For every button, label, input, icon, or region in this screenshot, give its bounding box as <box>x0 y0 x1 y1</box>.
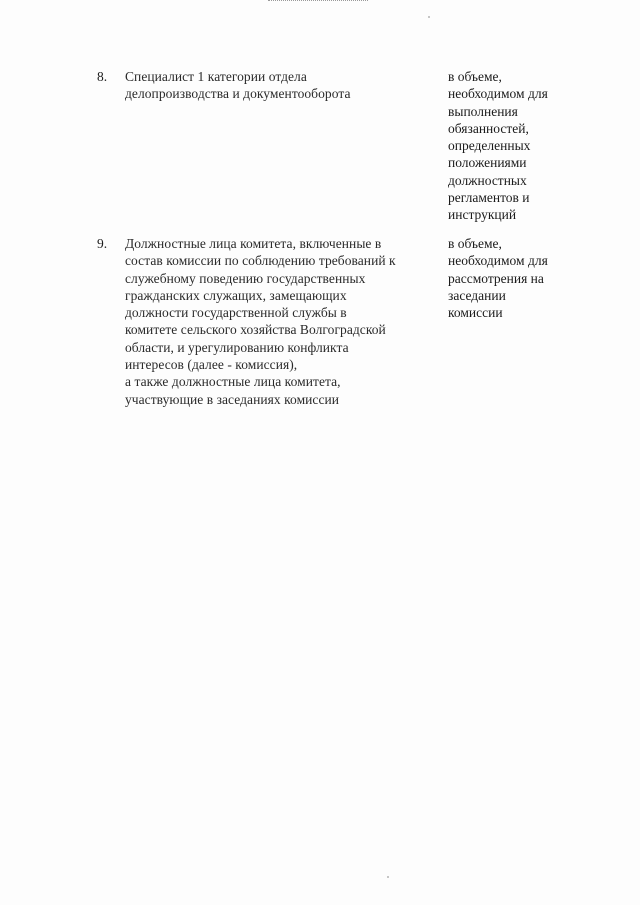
scan-speck <box>428 16 430 18</box>
scope-line: должностных <box>448 172 527 188</box>
description-line: Специалист 1 категории отдела <box>125 69 307 84</box>
description-line: должности государственной службы в <box>125 305 347 321</box>
description-line: делопроизводства и документооборота <box>125 86 351 102</box>
description-line: состав комиссии по соблюдению требований к <box>125 253 396 269</box>
description-line: интересов (далее - комиссия), <box>125 357 298 373</box>
scope-line: рассмотрения на <box>448 270 544 286</box>
position-description <box>125 235 440 408</box>
scope-line: определенных <box>448 138 531 154</box>
description-line: Должностные лица комитета, включенные в <box>125 236 382 251</box>
description-line: комитете сельского хозяйства Волгоградской <box>125 322 386 338</box>
row-number: 8. <box>97 69 108 84</box>
description-line: гражданских служащих, замещающих <box>125 287 347 303</box>
scope-line: выполнения <box>448 103 518 119</box>
description-line: а также должностные лица комитета, <box>125 374 341 390</box>
access-scope <box>448 235 578 321</box>
scan-speck <box>387 876 389 878</box>
scope-line: в объеме, <box>448 236 502 251</box>
scope-line: положениями <box>448 155 527 171</box>
access-scope <box>448 68 578 224</box>
description-line: области, и урегулированию конфликта <box>125 339 349 355</box>
scope-line: необходимом для <box>448 253 548 269</box>
scope-line: регламентов и <box>448 190 530 206</box>
row-number: 9. <box>97 236 108 251</box>
description-line: участвующие в заседаниях комиссии <box>125 391 340 407</box>
scope-line: необходимом для <box>448 86 548 102</box>
scope-line: комиссии <box>448 305 503 321</box>
description-line: служебному поведению государственных <box>125 270 366 286</box>
scope-line: в объеме, <box>448 69 502 84</box>
scan-artifact-top <box>268 0 368 5</box>
position-description <box>125 68 440 103</box>
scope-line: заседании <box>448 287 506 303</box>
scope-line: инструкций <box>448 207 517 223</box>
scope-line: обязанностей, <box>448 120 529 136</box>
